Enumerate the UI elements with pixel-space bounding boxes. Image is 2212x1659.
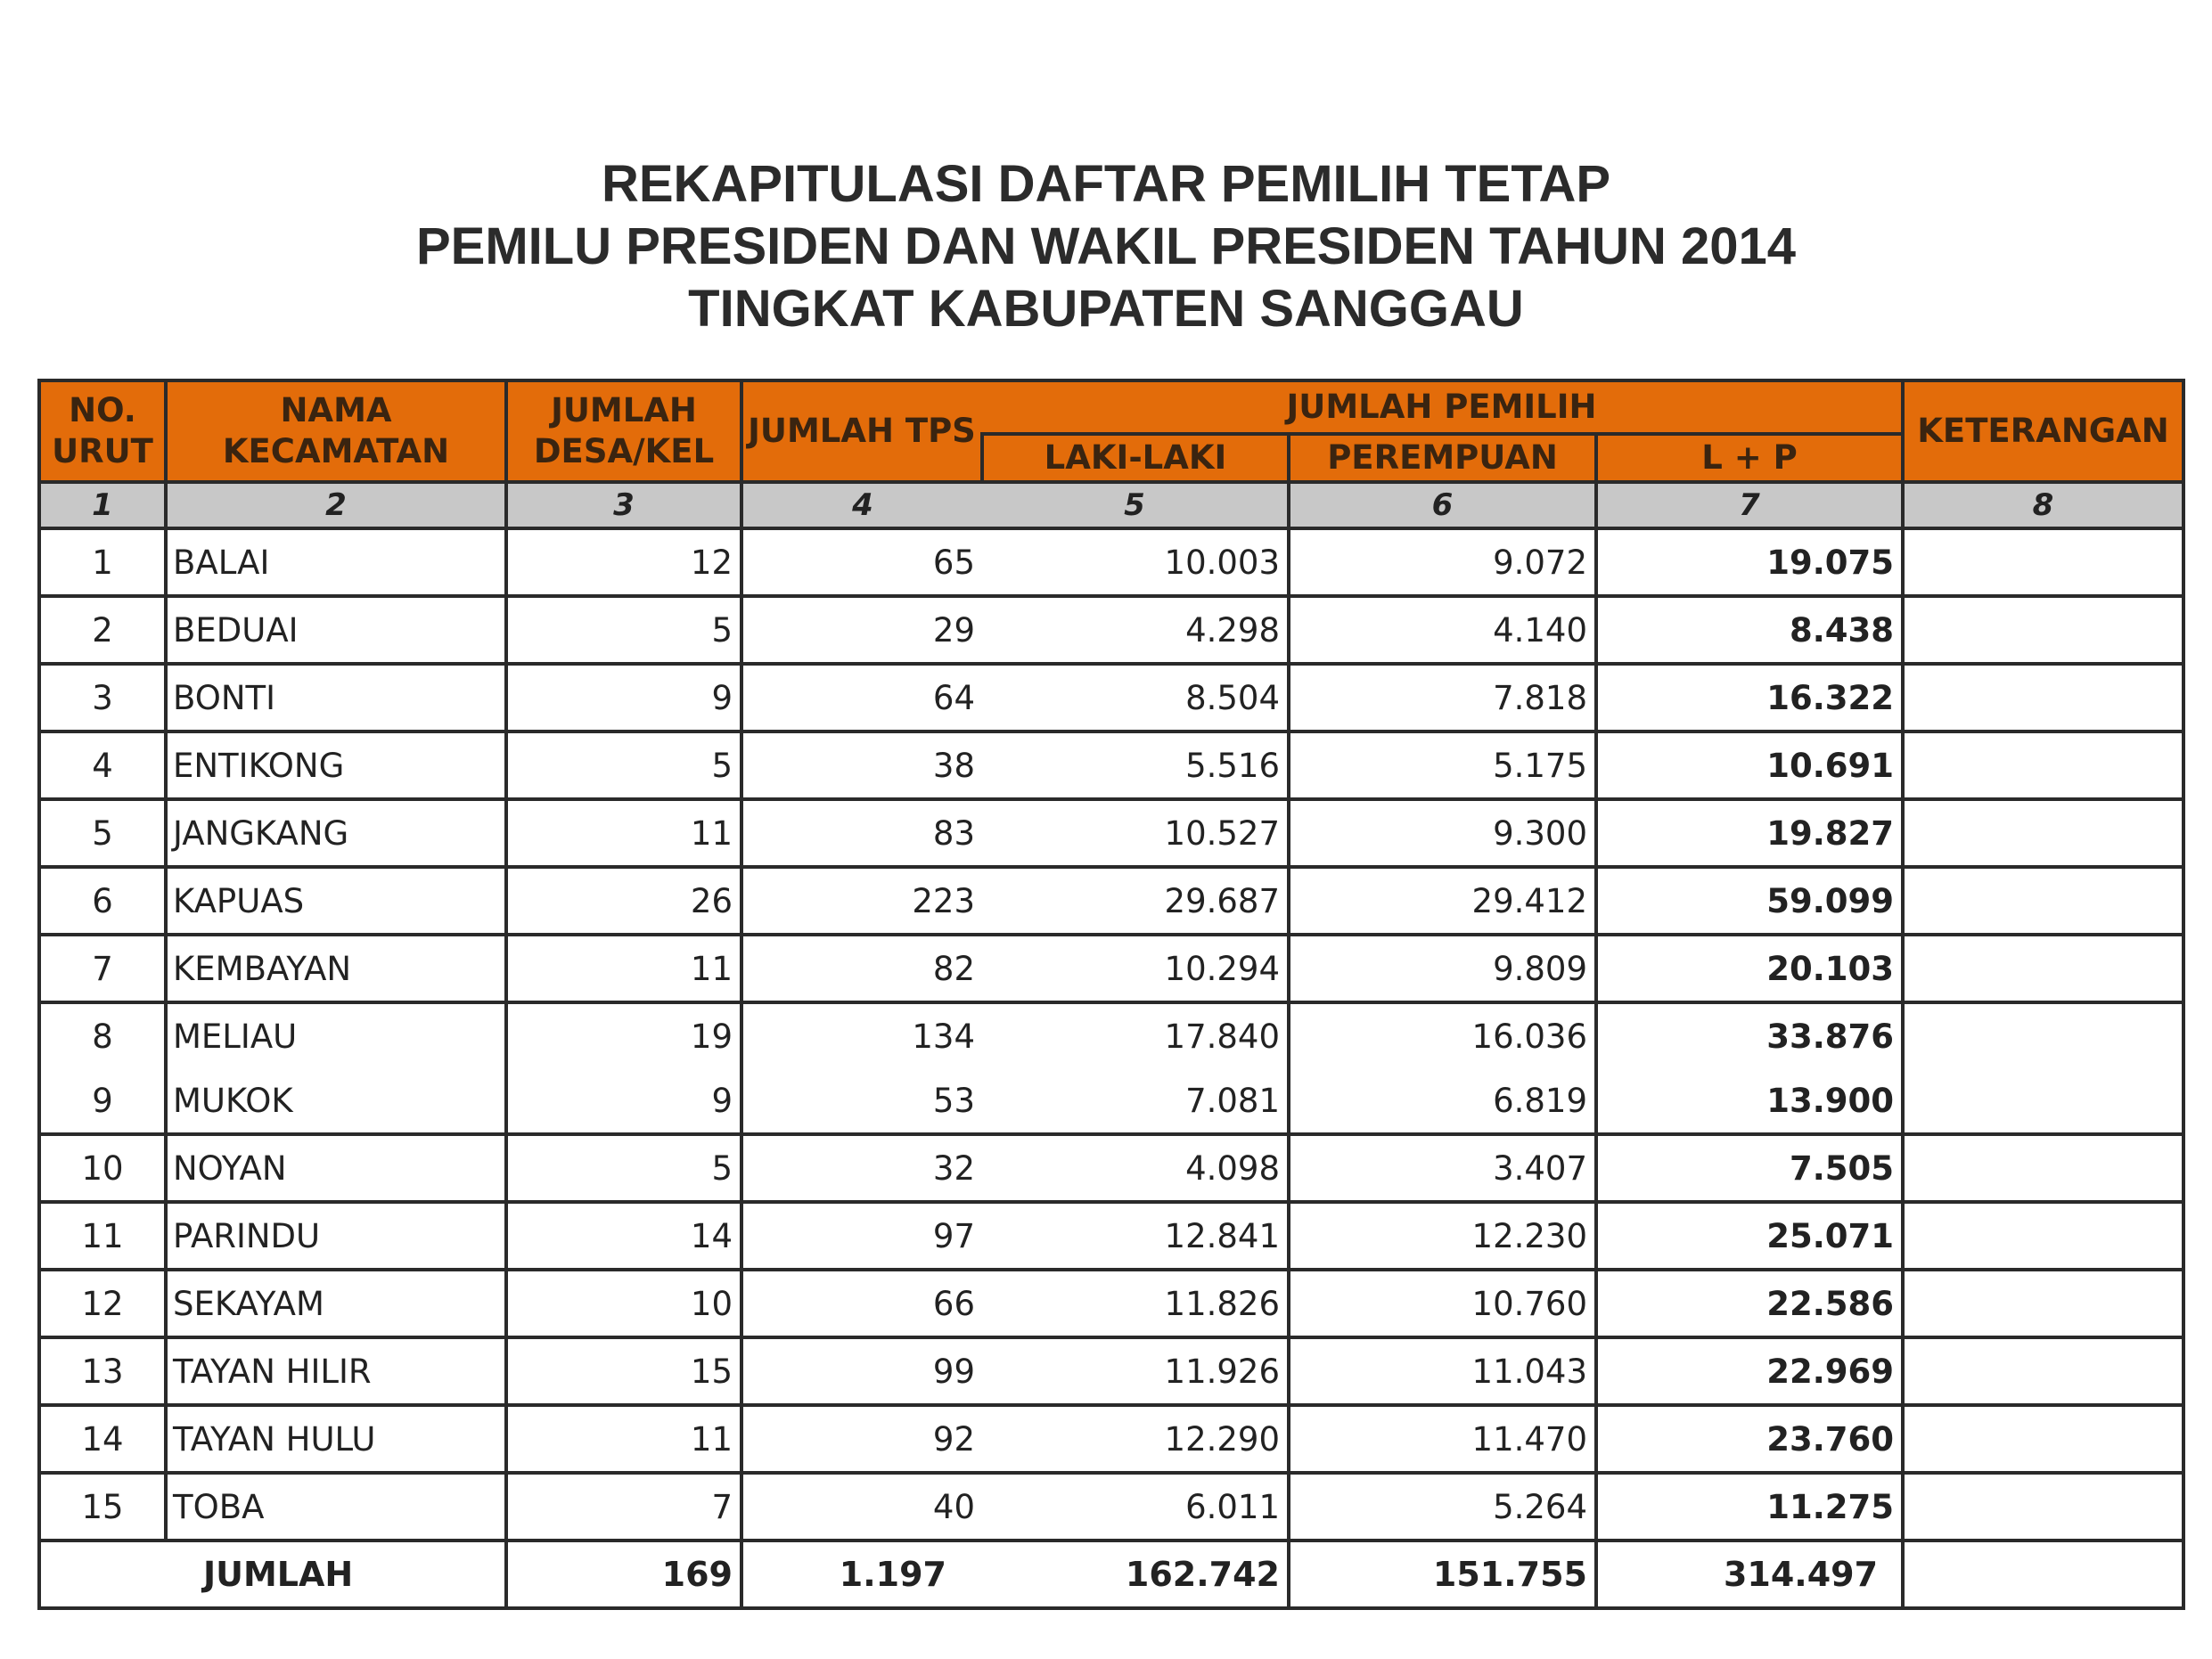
row-tps: 65 [741, 528, 982, 596]
row-total: 8.438 [1596, 596, 1903, 664]
row-desa: 11 [506, 1405, 741, 1473]
row-tps: 53 [741, 1068, 982, 1134]
row-desa: 15 [506, 1337, 741, 1405]
row-perempuan: 4.140 [1289, 596, 1596, 664]
row-laki-laki: 5.516 [982, 731, 1289, 799]
row-total: 25.071 [1596, 1202, 1903, 1270]
row-kecamatan: TAYAN HILIR [166, 1337, 506, 1405]
row-total: 19.827 [1596, 799, 1903, 867]
column-index: 7 [1596, 482, 1903, 528]
totals-desa: 169 [506, 1540, 741, 1608]
header-jumlah-desa: JUMLAH DESA/KEL [506, 380, 741, 482]
row-laki-laki: 10.003 [982, 528, 1289, 596]
header-perempuan: PEREMPUAN [1289, 434, 1596, 482]
row-keterangan [1903, 935, 2183, 1002]
row-desa: 12 [506, 528, 741, 596]
row-kecamatan: TAYAN HULU [166, 1405, 506, 1473]
row-tps: 38 [741, 731, 982, 799]
row-perempuan: 9.809 [1289, 935, 1596, 1002]
row-laki-laki: 11.926 [982, 1337, 1289, 1405]
totals-row [39, 1540, 2183, 1608]
row-kecamatan: MUKOK [166, 1068, 506, 1134]
totals-tps: 1.197 [741, 1540, 982, 1608]
row-laki-laki: 4.298 [982, 596, 1289, 664]
header-laki-laki: LAKI-LAKI [982, 434, 1289, 482]
totals-keterangan [1903, 1540, 2183, 1608]
row-kecamatan: MELIAU [166, 1002, 506, 1068]
row-no: 8 [39, 1002, 166, 1068]
row-total: 10.691 [1596, 731, 1903, 799]
table-body [39, 528, 2183, 1540]
row-perempuan: 5.175 [1289, 731, 1596, 799]
row-desa: 5 [506, 596, 741, 664]
row-no: 7 [39, 935, 166, 1002]
column-index: 4 [741, 482, 982, 528]
row-tps: 82 [741, 935, 982, 1002]
row-desa: 7 [506, 1473, 741, 1540]
row-keterangan [1903, 799, 2183, 867]
column-index: 6 [1289, 482, 1596, 528]
row-laki-laki: 10.294 [982, 935, 1289, 1002]
row-total: 22.969 [1596, 1337, 1903, 1405]
title-line-2: PEMILU PRESIDEN DAN WAKIL PRESIDEN TAHUN 2014 [416, 217, 1796, 275]
table-row [39, 1134, 2183, 1202]
row-desa: 11 [506, 799, 741, 867]
row-desa: 5 [506, 731, 741, 799]
row-laki-laki: 12.290 [982, 1405, 1289, 1473]
row-desa: 10 [506, 1270, 741, 1337]
title-line-3: TINGKAT KABUPATEN SANGGAU [688, 280, 1524, 338]
row-kecamatan: BONTI [166, 664, 506, 731]
title-line-1: REKAPITULASI DAFTAR PEMILIH TETAP [601, 155, 1611, 213]
row-laki-laki: 29.687 [982, 867, 1289, 935]
totals-total: 314.497 [1596, 1540, 1903, 1608]
row-keterangan [1903, 1473, 2183, 1540]
row-perempuan: 16.036 [1289, 1002, 1596, 1068]
row-total: 59.099 [1596, 867, 1903, 935]
row-no: 13 [39, 1337, 166, 1405]
header-nama-kecamatan: NAMA KECAMATAN [166, 380, 506, 482]
row-kecamatan: BEDUAI [166, 596, 506, 664]
row-no: 1 [39, 528, 166, 596]
row-laki-laki: 11.826 [982, 1270, 1289, 1337]
row-total: 13.900 [1596, 1068, 1903, 1134]
table-row [39, 596, 2183, 664]
row-no: 9 [39, 1068, 166, 1134]
row-kecamatan: KAPUAS [166, 867, 506, 935]
column-index: 3 [506, 482, 741, 528]
row-tps: 40 [741, 1473, 982, 1540]
row-keterangan [1903, 1134, 2183, 1202]
row-tps: 32 [741, 1134, 982, 1202]
header-total: L + P [1596, 434, 1903, 482]
row-tps: 29 [741, 596, 982, 664]
row-keterangan [1903, 528, 2183, 596]
row-total: 7.505 [1596, 1134, 1903, 1202]
row-desa: 19 [506, 1002, 741, 1068]
row-laki-laki: 17.840 [982, 1002, 1289, 1068]
row-laki-laki: 8.504 [982, 664, 1289, 731]
row-desa: 9 [506, 1068, 741, 1134]
column-index: 2 [166, 482, 506, 528]
row-kecamatan: TOBA [166, 1473, 506, 1540]
table-row [39, 867, 2183, 935]
row-no: 5 [39, 799, 166, 867]
column-index: 8 [1903, 482, 2183, 528]
row-laki-laki: 12.841 [982, 1202, 1289, 1270]
row-tps: 134 [741, 1002, 982, 1068]
row-kecamatan: BALAI [166, 528, 506, 596]
row-laki-laki: 6.011 [982, 1473, 1289, 1540]
table-row [39, 935, 2183, 1002]
table-row [39, 1068, 2183, 1134]
row-keterangan [1903, 1002, 2183, 1068]
row-total: 20.103 [1596, 935, 1903, 1002]
table-row [39, 664, 2183, 731]
row-keterangan [1903, 1270, 2183, 1337]
row-perempuan: 6.819 [1289, 1068, 1596, 1134]
row-total: 11.275 [1596, 1473, 1903, 1540]
totals-perempuan: 151.755 [1289, 1540, 1596, 1608]
table-row [39, 1202, 2183, 1270]
row-perempuan: 12.230 [1289, 1202, 1596, 1270]
table-row [39, 799, 2183, 867]
row-kecamatan: NOYAN [166, 1134, 506, 1202]
row-no: 4 [39, 731, 166, 799]
row-laki-laki: 10.527 [982, 799, 1289, 867]
row-desa: 9 [506, 664, 741, 731]
row-perempuan: 29.412 [1289, 867, 1596, 935]
row-tps: 83 [741, 799, 982, 867]
row-perempuan: 7.818 [1289, 664, 1596, 731]
table-row [39, 1002, 2183, 1068]
row-perempuan: 11.470 [1289, 1405, 1596, 1473]
table-row [39, 1405, 2183, 1473]
row-keterangan [1903, 1202, 2183, 1270]
row-total: 19.075 [1596, 528, 1903, 596]
column-index: 5 [982, 482, 1289, 528]
column-index: 1 [39, 482, 166, 528]
header-keterangan: KETERANGAN [1903, 380, 2183, 482]
row-perempuan: 11.043 [1289, 1337, 1596, 1405]
table-row [39, 528, 2183, 596]
row-perempuan: 10.760 [1289, 1270, 1596, 1337]
table-row [39, 731, 2183, 799]
row-keterangan [1903, 867, 2183, 935]
row-keterangan [1903, 1405, 2183, 1473]
row-keterangan [1903, 664, 2183, 731]
row-no: 15 [39, 1473, 166, 1540]
row-kecamatan: KEMBAYAN [166, 935, 506, 1002]
row-tps: 92 [741, 1405, 982, 1473]
row-total: 33.876 [1596, 1002, 1903, 1068]
row-no: 2 [39, 596, 166, 664]
row-keterangan [1903, 731, 2183, 799]
row-no: 6 [39, 867, 166, 935]
row-perempuan: 3.407 [1289, 1134, 1596, 1202]
totals-label: JUMLAH [39, 1540, 506, 1608]
table-row [39, 1337, 2183, 1405]
row-kecamatan: JANGKANG [166, 799, 506, 867]
row-perempuan: 9.072 [1289, 528, 1596, 596]
row-no: 10 [39, 1134, 166, 1202]
row-no: 11 [39, 1202, 166, 1270]
totals-laki: 162.742 [982, 1540, 1289, 1608]
row-desa: 5 [506, 1134, 741, 1202]
row-total: 22.586 [1596, 1270, 1903, 1337]
row-kecamatan: ENTIKONG [166, 731, 506, 799]
row-perempuan: 5.264 [1289, 1473, 1596, 1540]
row-laki-laki: 4.098 [982, 1134, 1289, 1202]
row-laki-laki: 7.081 [982, 1068, 1289, 1134]
row-keterangan [1903, 596, 2183, 664]
row-tps: 97 [741, 1202, 982, 1270]
voter-recap-table [37, 379, 2185, 1610]
row-desa: 26 [506, 867, 741, 935]
header-jumlah-tps: JUMLAH TPS [741, 380, 982, 482]
table-row [39, 1473, 2183, 1540]
row-desa: 14 [506, 1202, 741, 1270]
row-no: 14 [39, 1405, 166, 1473]
row-no: 12 [39, 1270, 166, 1337]
row-perempuan: 9.300 [1289, 799, 1596, 867]
row-keterangan [1903, 1337, 2183, 1405]
row-total: 16.322 [1596, 664, 1903, 731]
row-kecamatan: PARINDU [166, 1202, 506, 1270]
header-no-urut: NO. URUT [39, 380, 166, 482]
row-tps: 64 [741, 664, 982, 731]
row-total: 23.760 [1596, 1405, 1903, 1473]
row-tps: 223 [741, 867, 982, 935]
document-title [0, 153, 2212, 340]
row-tps: 66 [741, 1270, 982, 1337]
row-keterangan [1903, 1068, 2183, 1134]
header-jumlah-pemilih: JUMLAH PEMILIH [982, 380, 1903, 434]
table-row [39, 1270, 2183, 1337]
row-tps: 99 [741, 1337, 982, 1405]
row-kecamatan: SEKAYAM [166, 1270, 506, 1337]
row-desa: 11 [506, 935, 741, 1002]
row-no: 3 [39, 664, 166, 731]
